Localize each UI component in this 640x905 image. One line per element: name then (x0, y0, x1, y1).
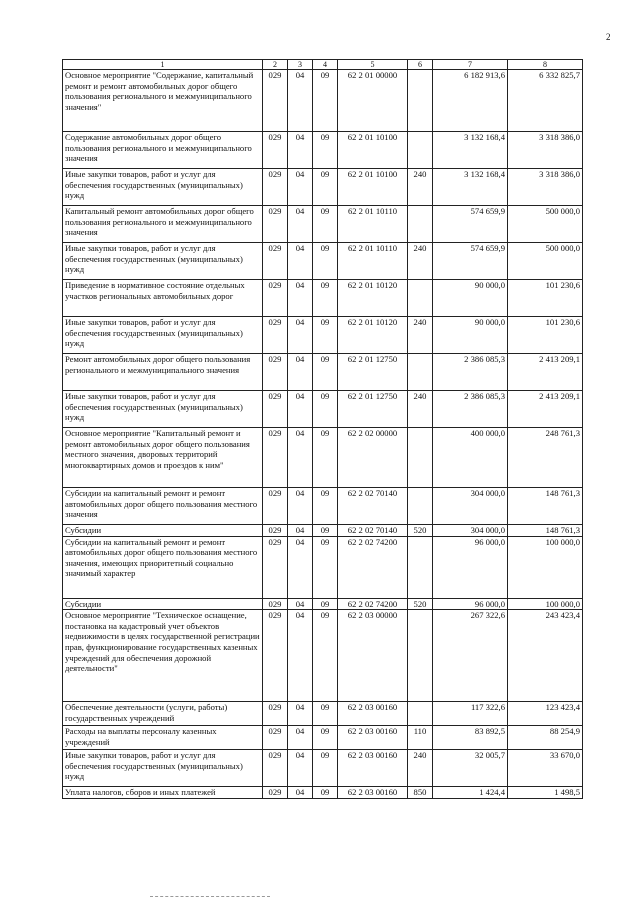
table-cell: 248 761,3 (508, 428, 583, 488)
table-cell: 123 423,4 (508, 702, 583, 726)
table-cell: 09 (313, 206, 338, 243)
row-name-cell: Обеспечение деятельности (услуги, работы) государственных учреждений (63, 702, 263, 726)
row-name-cell: Иные закупки товаров, работ и услуг для обеспечения государственных (муниципальных) нужд (63, 391, 263, 428)
table-cell: 62 2 02 74200 (338, 598, 408, 610)
row-name-cell: Содержание автомобильных дорог общего пользования регионального и межмуниципального значения (63, 132, 263, 169)
table-row (63, 280, 583, 317)
table-cell: 09 (313, 787, 338, 799)
table-cell: 09 (313, 132, 338, 169)
table-cell: 04 (288, 750, 313, 787)
table-cell: 04 (288, 243, 313, 280)
table-cell: 09 (313, 726, 338, 750)
page-number: 2 (606, 32, 611, 42)
table-cell: 62 2 01 10110 (338, 206, 408, 243)
table-cell: 62 2 03 00160 (338, 750, 408, 787)
table-cell: 574 659,9 (433, 243, 508, 280)
header-row (63, 60, 583, 70)
table-cell: 240 (408, 750, 433, 787)
table-row (63, 169, 583, 206)
table-cell: 850 (408, 787, 433, 799)
table-cell: 90 000,0 (433, 317, 508, 354)
table-cell: 2 386 085,3 (433, 354, 508, 391)
table-cell: 304 000,0 (433, 488, 508, 525)
table-cell: 304 000,0 (433, 525, 508, 537)
table-cell (408, 206, 433, 243)
footer-divider (150, 896, 270, 897)
table-cell: 117 322,6 (433, 702, 508, 726)
table-cell: 96 000,0 (433, 598, 508, 610)
table-cell: 101 230,6 (508, 317, 583, 354)
table-cell: 04 (288, 391, 313, 428)
table-cell: 62 2 02 70140 (338, 525, 408, 537)
table-cell: 62 2 03 00000 (338, 610, 408, 702)
table-cell (408, 702, 433, 726)
table-cell: 029 (263, 428, 288, 488)
table-cell: 04 (288, 70, 313, 132)
table-cell (408, 428, 433, 488)
table-cell: 96 000,0 (433, 536, 508, 598)
table-row (63, 536, 583, 598)
table-cell: 62 2 03 00160 (338, 787, 408, 799)
table-row (63, 488, 583, 525)
table-cell: 2 386 085,3 (433, 391, 508, 428)
table-row (63, 70, 583, 132)
table-row (63, 726, 583, 750)
table-cell: 3 132 168,4 (433, 132, 508, 169)
table-row (63, 610, 583, 702)
table-cell: 04 (288, 428, 313, 488)
table-row (63, 391, 583, 428)
table-cell: 240 (408, 243, 433, 280)
row-name-cell: Уплата налогов, сборов и иных платежей (63, 787, 263, 799)
table-cell: 6 332 825,7 (508, 70, 583, 132)
table-cell: 1 498,5 (508, 787, 583, 799)
row-name-cell: Субсидии на капитальный ремонт и ремонт автомобильных дорог общего пользования местного значения (63, 488, 263, 525)
table-cell: 62 2 02 70140 (338, 488, 408, 525)
table-row (63, 750, 583, 787)
table-cell: 09 (313, 354, 338, 391)
table-cell (408, 132, 433, 169)
table-cell: 09 (313, 536, 338, 598)
table-cell: 09 (313, 702, 338, 726)
table-cell (408, 488, 433, 525)
table-cell: 04 (288, 598, 313, 610)
table-cell: 029 (263, 726, 288, 750)
table-cell: 33 670,0 (508, 750, 583, 787)
table-row (63, 206, 583, 243)
table-cell: 32 005,7 (433, 750, 508, 787)
table-cell (408, 280, 433, 317)
table-cell: 267 322,6 (433, 610, 508, 702)
table-cell: 62 2 03 00160 (338, 702, 408, 726)
table-row (63, 354, 583, 391)
table-cell: 101 230,6 (508, 280, 583, 317)
table-cell: 04 (288, 525, 313, 537)
table-row (63, 132, 583, 169)
table-cell: 04 (288, 354, 313, 391)
table-cell: 240 (408, 317, 433, 354)
table-cell: 62 2 02 00000 (338, 428, 408, 488)
table-cell: 04 (288, 206, 313, 243)
table-cell: 09 (313, 280, 338, 317)
table-cell: 029 (263, 750, 288, 787)
table-cell: 62 2 01 10110 (338, 243, 408, 280)
column-header: 5 (338, 60, 408, 70)
table-row (63, 428, 583, 488)
table-cell: 029 (263, 702, 288, 726)
column-header: 4 (313, 60, 338, 70)
column-header: 7 (433, 60, 508, 70)
table-cell: 500 000,0 (508, 243, 583, 280)
table-cell: 04 (288, 702, 313, 726)
table-cell: 04 (288, 536, 313, 598)
table-cell: 09 (313, 70, 338, 132)
table-cell: 62 2 01 10100 (338, 169, 408, 206)
row-name-cell: Иные закупки товаров, работ и услуг для обеспечения государственных (муниципальных) нужд (63, 169, 263, 206)
budget-table (62, 59, 583, 799)
table-cell: 574 659,9 (433, 206, 508, 243)
table-cell: 500 000,0 (508, 206, 583, 243)
column-header: 8 (508, 60, 583, 70)
table-cell: 09 (313, 243, 338, 280)
row-name-cell: Ремонт автомобильных дорог общего пользования регионального и межмуниципального значения (63, 354, 263, 391)
table-cell: 029 (263, 206, 288, 243)
table-cell: 240 (408, 169, 433, 206)
table-cell: 3 132 168,4 (433, 169, 508, 206)
table-cell: 029 (263, 280, 288, 317)
row-name-cell: Иные закупки товаров, работ и услуг для обеспечения государственных (муниципальных) нужд (63, 243, 263, 280)
table-cell: 09 (313, 317, 338, 354)
table-cell (408, 536, 433, 598)
table-cell: 62 2 02 74200 (338, 536, 408, 598)
row-name-cell: Субсидии на капитальный ремонт и ремонт автомобильных дорог общего пользования местного значения, имеющих приоритетный социально значимый характер (63, 536, 263, 598)
row-name-cell: Приведение в нормативное состояние отдельных участков региональных автомобильных дорог (63, 280, 263, 317)
table-cell: 2 413 209,1 (508, 391, 583, 428)
table-cell: 520 (408, 525, 433, 537)
table-cell: 110 (408, 726, 433, 750)
row-name-cell: Основное мероприятие "Содержание, капитальный ремонт и ремонт автомобильных дорог общего пользования регионального и межмуниципального значения" (63, 70, 263, 132)
table-row (63, 525, 583, 537)
table-row (63, 243, 583, 280)
table-cell: 62 2 01 00000 (338, 70, 408, 132)
column-header: 2 (263, 60, 288, 70)
table-cell: 520 (408, 598, 433, 610)
table-cell: 83 892,5 (433, 726, 508, 750)
row-name-cell: Капитальный ремонт автомобильных дорог общего пользования регионального и межмуниципального значения (63, 206, 263, 243)
table-cell: 09 (313, 391, 338, 428)
table-cell: 09 (313, 428, 338, 488)
table-cell: 029 (263, 488, 288, 525)
row-name-cell: Иные закупки товаров, работ и услуг для обеспечения государственных (муниципальных) нужд (63, 317, 263, 354)
table-cell: 029 (263, 169, 288, 206)
table-cell: 400 000,0 (433, 428, 508, 488)
table-cell: 2 413 209,1 (508, 354, 583, 391)
table-cell: 100 000,0 (508, 598, 583, 610)
table-cell: 04 (288, 132, 313, 169)
column-header: 6 (408, 60, 433, 70)
table-cell: 029 (263, 525, 288, 537)
table-row (63, 787, 583, 799)
table-cell: 029 (263, 598, 288, 610)
table-cell: 62 2 03 00160 (338, 726, 408, 750)
table-cell: 04 (288, 169, 313, 206)
table-cell: 240 (408, 391, 433, 428)
row-name-cell: Иные закупки товаров, работ и услуг для обеспечения государственных (муниципальных) нужд (63, 750, 263, 787)
table-cell: 62 2 01 12750 (338, 354, 408, 391)
table-cell: 3 318 386,0 (508, 169, 583, 206)
table-cell: 62 2 01 12750 (338, 391, 408, 428)
table-cell: 62 2 01 10120 (338, 280, 408, 317)
table-cell: 6 182 913,6 (433, 70, 508, 132)
table-cell (408, 610, 433, 702)
table-cell: 90 000,0 (433, 280, 508, 317)
table-cell: 09 (313, 525, 338, 537)
table-cell: 029 (263, 70, 288, 132)
table-cell: 04 (288, 787, 313, 799)
row-name-cell: Субсидии (63, 598, 263, 610)
table-row (63, 598, 583, 610)
table-cell: 029 (263, 610, 288, 702)
table-row (63, 317, 583, 354)
table-cell (408, 70, 433, 132)
table-cell: 04 (288, 317, 313, 354)
row-name-cell: Субсидии (63, 525, 263, 537)
table-cell: 62 2 01 10120 (338, 317, 408, 354)
row-name-cell: Основное мероприятие "Капитальный ремонт и ремонт автомобильных дорог общего пользования местного значения, дворовых территорий многоквартирных домов и проездов к ним" (63, 428, 263, 488)
table-cell: 04 (288, 726, 313, 750)
row-name-cell: Расходы на выплаты персоналу казенных учреждений (63, 726, 263, 750)
table-cell: 100 000,0 (508, 536, 583, 598)
table-cell: 09 (313, 598, 338, 610)
table-cell: 029 (263, 536, 288, 598)
table-cell: 09 (313, 169, 338, 206)
table-cell: 04 (288, 610, 313, 702)
table-cell: 029 (263, 317, 288, 354)
table-cell: 09 (313, 488, 338, 525)
table-cell: 09 (313, 750, 338, 787)
table-cell: 88 254,9 (508, 726, 583, 750)
table-cell: 04 (288, 280, 313, 317)
table-cell: 62 2 01 10100 (338, 132, 408, 169)
table-cell: 029 (263, 391, 288, 428)
table-cell: 029 (263, 243, 288, 280)
table-cell: 029 (263, 787, 288, 799)
table-cell: 148 761,3 (508, 488, 583, 525)
table-cell: 148 761,3 (508, 525, 583, 537)
column-header: 3 (288, 60, 313, 70)
table-cell: 1 424,4 (433, 787, 508, 799)
table-cell: 09 (313, 610, 338, 702)
table-cell: 243 423,4 (508, 610, 583, 702)
row-name-cell: Основное мероприятие "Техническое оснащение, постановка на кадастровый учет объектов недвижимости в целях государственной регистрации прав, функционирование государственных казенных учреждений для обеспечения дорожной деятельности" (63, 610, 263, 702)
table-row (63, 702, 583, 726)
table-cell: 029 (263, 132, 288, 169)
table-cell: 029 (263, 354, 288, 391)
table-cell: 04 (288, 488, 313, 525)
column-header: 1 (63, 60, 263, 70)
table-cell: 3 318 386,0 (508, 132, 583, 169)
table-cell (408, 354, 433, 391)
